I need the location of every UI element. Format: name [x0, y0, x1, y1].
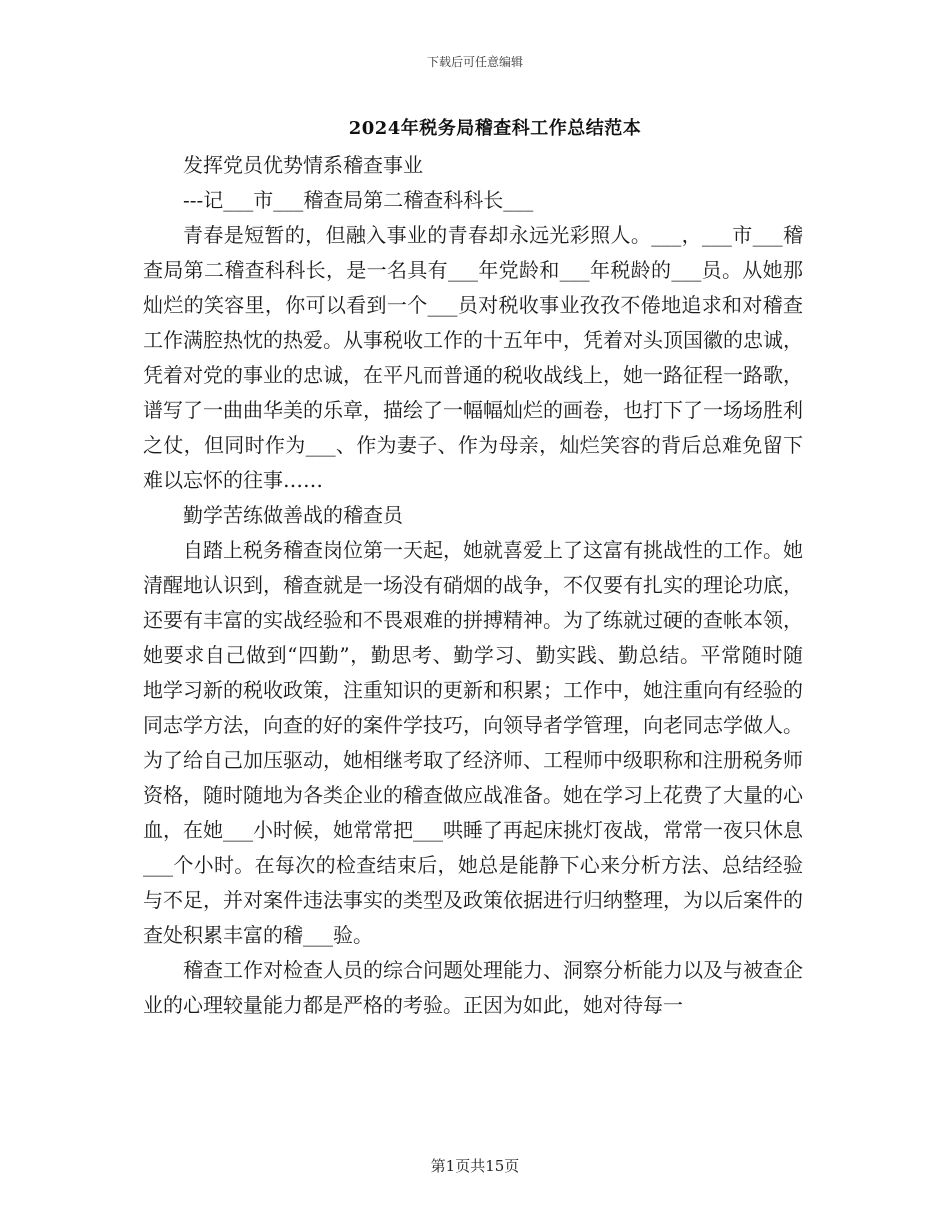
page-indicator: 第1页共15页 — [430, 1157, 520, 1175]
header-note: 下载后可任意编辑 — [426, 55, 523, 69]
paragraph-intro: 青春是短暂的，但融入事业的青春却永远光彩照人。___，___市___稽查局第二稽查科科长，是一名具有___年党龄和___年税龄的___员。从她那灿烂的笑容里，你可以看到一个___员对税收事业孜孜不倦地追求和对稽查工作满腔热忱的热爱。从事税收工作的十五年中，凭着对头顶国徽的忠诚，凭着对党的事业的忠诚，在平凡而普通的税收战线上，她一路征程一路歌，谱写了一曲曲华美的乐章，描绘了一幅幅灿烂的画卷，也打下了一场场胜利之仗，但同时作为___、作为妻子、作为母亲，灿烂笑容的背后总难免留下难以忘怀的往事…… — [143, 223, 803, 492]
paragraph-study: 自踏上税务稽查岗位第一天起，她就喜爱上了这富有挑战性的工作。她清醒地认识到，稽查就是一场没有硝烟的战争，不仅要有扎实的理论功底，还要有丰富的实战经验和不畏艰难的拼搏精神。为了练就过硬的查帐本领，她要求自己做到“四勤”，勤思考、勤学习、勤实践、勤总结。平常随时随地学习新的税收政策，注重知识的更新和积累；工作中，她注重向有经验的同志学方法，向查的好的案件学技巧，向领导者学管理，向老同志学做人。为了给自己加压驱动，她相继考取了经济师、工程师中级职称和注册税务师资格，随时随地为各类企业的稽查做应战准备。她在学习上花费了大量的心血，在她___小时候，她常常把___哄睡了再起床挑灯夜战，常常一夜只休息___个小时。在每次的检查结束后，她总是能静下心来分析方法、总结经验与不足，并对案件违法事实的类型及政策依据进行归纳整理，为以后案件的查处积累丰富的稽___验。 — [143, 538, 803, 947]
subtitle-line: 发挥党员优势情系稽查事业 — [183, 153, 423, 177]
paragraph-skills: 稽查工作对检查人员的综合问题处理能力、洞察分析能力以及与被查企业的心理较量能力都是严格的考验。正因为如此，她对待每一 — [143, 958, 803, 1017]
section-heading: 勤学苦练做善战的稽查员 — [183, 503, 403, 527]
byline: ---记___市___稽查局第二稽查科科长___ — [183, 188, 534, 212]
document-body — [143, 148, 803, 1023]
document-title: 2024年税务局稽查科工作总结范本 — [348, 118, 642, 139]
